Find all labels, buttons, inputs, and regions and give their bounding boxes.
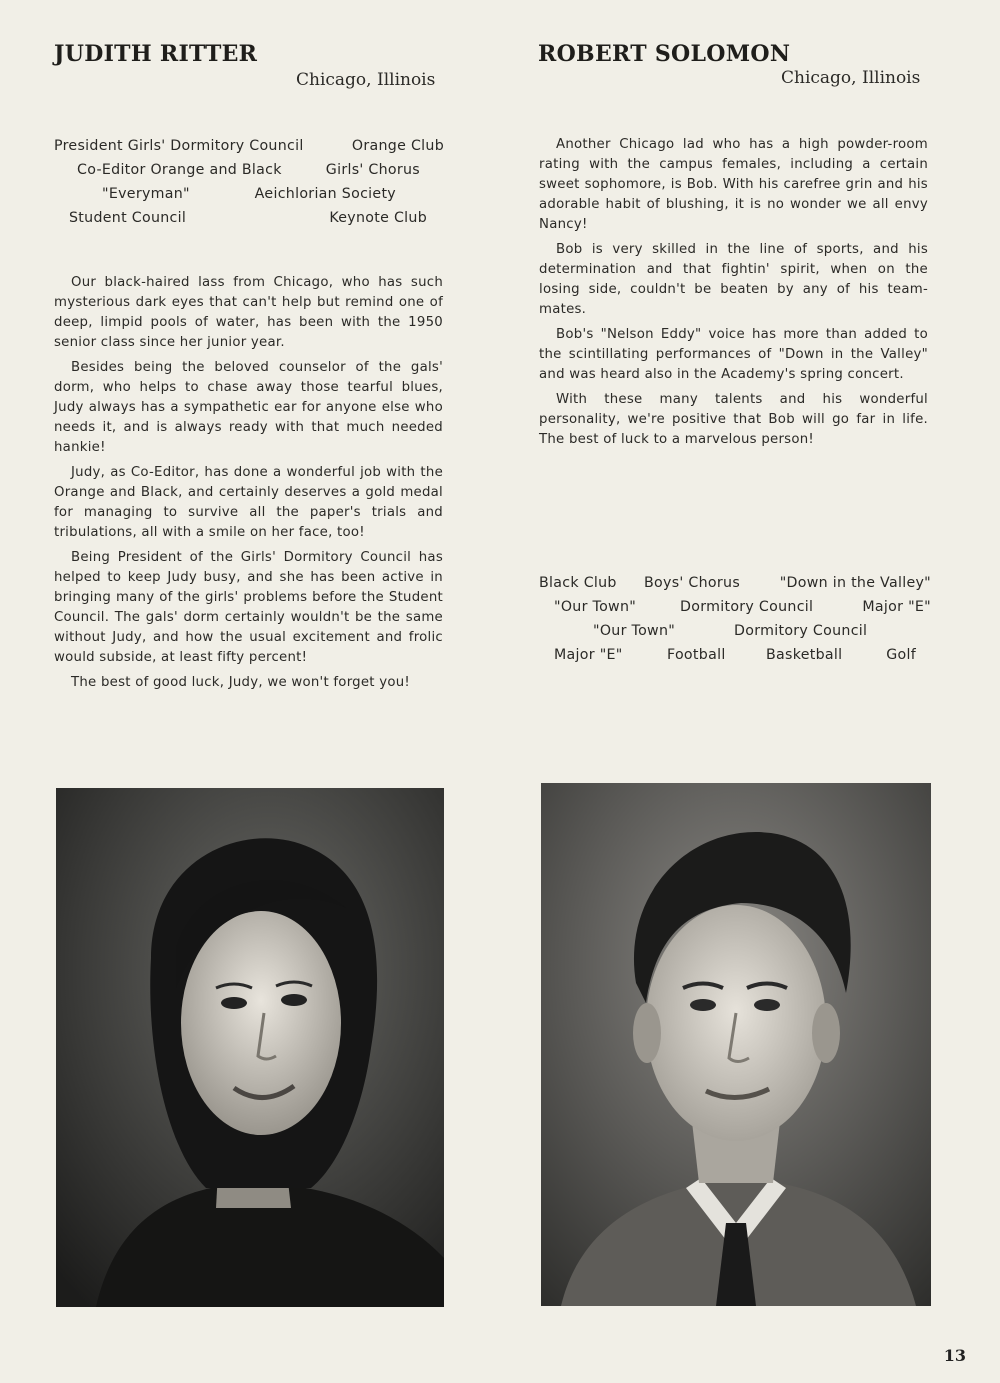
activity-item: Girls' Chorus xyxy=(325,162,420,178)
activity-item: Black Club xyxy=(539,575,617,591)
left-biography xyxy=(54,273,443,698)
activity-item: President Girls' Dormitory Council xyxy=(54,138,304,154)
activity-item: Major "E" xyxy=(862,599,931,615)
bio-paragraph: Being President of the Girls' Dormitory Council has helped to keep Judy busy, and she has been active in bringing many of the girls' problems before the Student Council. The gals' dorm certainly wouldn't be the same without Judy, and how the usual excitement and frolic would subside, at least fifty percent! xyxy=(54,550,443,665)
portrait-boy-image xyxy=(541,783,931,1306)
activity-row xyxy=(54,186,444,210)
page-number: 13 xyxy=(943,1346,966,1365)
bio-paragraph: Bob's "Nelson Eddy" voice has more than added to the scintillating performances of "Down in the Valley" and was heard also in the Academy's spring concert. xyxy=(539,327,928,382)
activity-item: Aeichlorian Society xyxy=(254,186,396,202)
activity-item: Co-Editor Orange and Black xyxy=(77,162,282,178)
activity-item: Major "E" xyxy=(554,647,623,663)
left-activities xyxy=(54,138,444,234)
bio-paragraph: Our black-haired lass from Chicago, who has such mysterious dark eyes that can't help but remind one of deep, limpid pools of water, has been with the 1950 senior class since her junior year. xyxy=(54,275,443,350)
activity-row xyxy=(539,647,931,671)
activity-item: Keynote Club xyxy=(329,210,427,226)
activity-item: Student Council xyxy=(69,210,187,226)
right-student-name: ROBERT SOLOMON xyxy=(538,41,791,67)
activity-row xyxy=(54,138,444,162)
bio-paragraph: Another Chicago lad who has a high powder-room rating with the campus females, including a certain sweet sophomore, is Bob. With his carefree grin and his adorable habit of blushing, it is no wonder we all envy Nancy! xyxy=(539,137,928,232)
bio-paragraph: With these many talents and his wonderful personality, we're positive that Bob will go far in life. The best of luck to a marvelous person! xyxy=(539,392,928,447)
activity-row xyxy=(539,575,931,599)
right-activities xyxy=(539,575,931,671)
activity-item: Basketball xyxy=(766,647,843,663)
left-student-city: Chicago, Illinois xyxy=(296,70,436,90)
bio-paragraph: Judy, as Co-Editor, has done a wonderful job with the Orange and Black, and certainly deserves a gold medal for managing to survive all the paper's trials and tribulations, all with a smile on her face, too! xyxy=(54,465,443,540)
activity-row xyxy=(54,210,444,234)
portrait-girl-image xyxy=(56,788,444,1307)
activity-item: "Our Town" xyxy=(554,599,637,615)
right-student-city: Chicago, Illinois xyxy=(781,68,921,88)
activity-item: Football xyxy=(667,647,726,663)
activity-item: Dormitory Council xyxy=(734,623,868,639)
right-biography xyxy=(539,135,928,455)
right-student-portrait xyxy=(541,783,931,1306)
activity-item: Boys' Chorus xyxy=(644,575,741,591)
activity-item: Orange Club xyxy=(351,138,444,154)
activity-row xyxy=(539,599,931,623)
activity-item: Golf xyxy=(886,647,916,663)
activity-item: "Our Town" xyxy=(593,623,676,639)
left-student-name: JUDITH RITTER xyxy=(54,41,258,67)
bio-paragraph: Besides being the beloved counselor of the gals' dorm, who helps to chase away those tearful blues, Judy always has a sympathetic ear for anyone else who needs it, and is always ready with that much needed hankie! xyxy=(54,360,443,455)
activity-row xyxy=(54,162,444,186)
bio-paragraph: Bob is very skilled in the line of sports, and his determination and that fightin' spirit, when on the losing side, couldn't be beaten by any of his team-mates. xyxy=(539,242,928,317)
activity-item: "Down in the Valley" xyxy=(779,575,931,591)
bio-paragraph: The best of good luck, Judy, we won't forget you! xyxy=(71,675,411,690)
left-student-portrait xyxy=(56,788,444,1307)
activity-item: Dormitory Council xyxy=(680,599,814,615)
activity-item: "Everyman" xyxy=(102,186,190,202)
activity-row xyxy=(539,623,931,647)
